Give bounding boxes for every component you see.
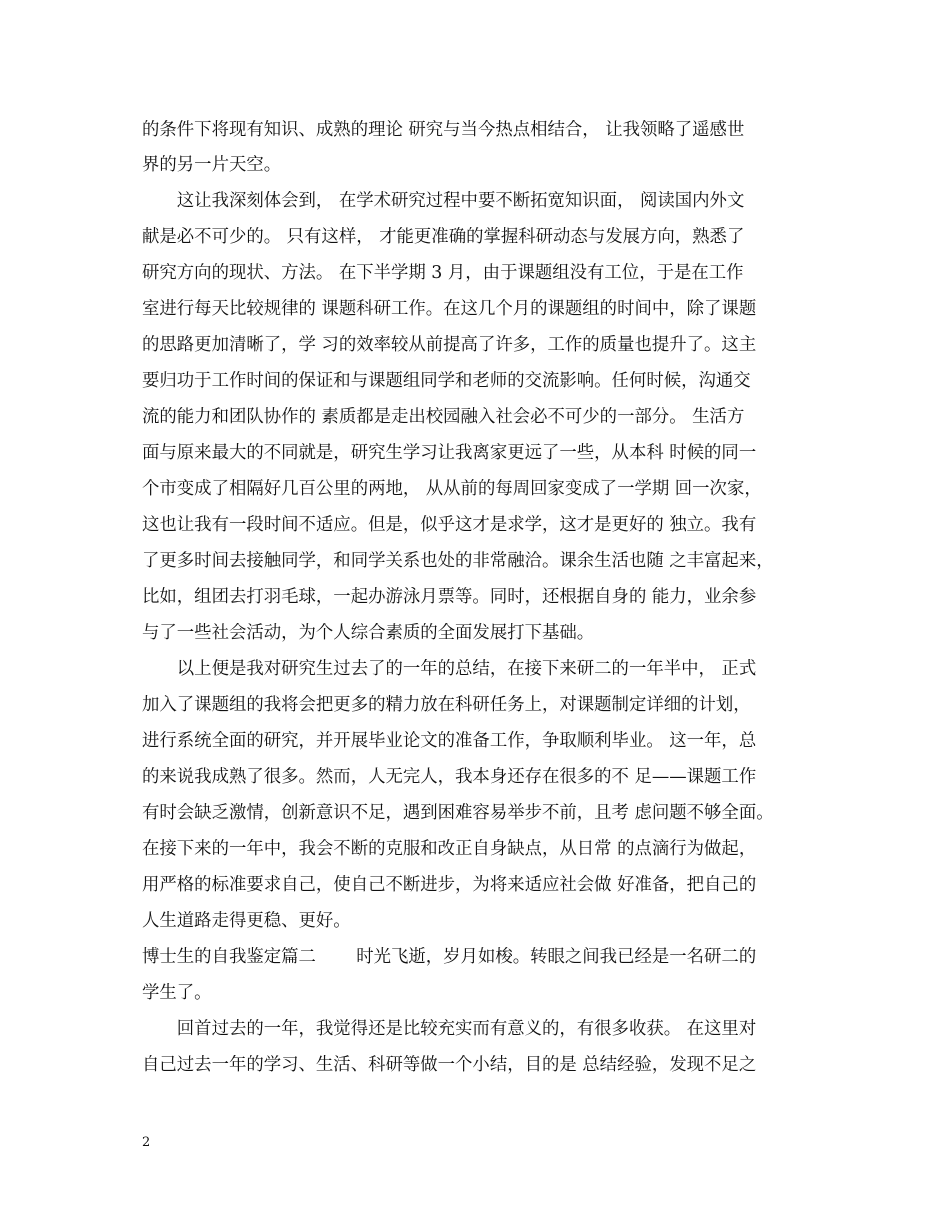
text-line: 有时会缺乏激情，创新意识不足，遇到困难容易举步不前，且考 虑问题不够全面。 (142, 803, 774, 823)
text-line: 界的另一片天空。 (142, 155, 282, 175)
text-line: 室进行每天比较规律的 课题科研工作。在这几个月的课题组的时间中，除了课题 (142, 299, 757, 319)
section-heading-line: 博士生的自我鉴定篇二 时光飞逝，岁月如梭。转眼之间我已经是一名研二的 (142, 947, 757, 967)
text-line: 以上便是我对研究生过去了的一年的总结，在接下来研二的一年半中， 正式 (142, 659, 757, 679)
text-line: 这让我深刻体会到， 在学术研究过程中要不断拓宽知识面， 阅读国内外文 (142, 191, 745, 211)
text-line: 的思路更加清晰了，学 习的效率较从前提高了许多，工作的质量也提升了。这主 (142, 335, 757, 355)
text-line: 个市变成了相隔好几百公里的两地， 从从前的每周回家变成了一学期 回一次家， (142, 479, 762, 499)
text-line: 了更多时间去接触同学，和同学关系也处的非常融洽。课余生活也随 之丰富起来， (142, 551, 774, 571)
page-number: 2 (142, 1135, 151, 1150)
text-line: 流的能力和团队协作的 素质都是走出校园融入社会必不可少的一部分。 生活方 (142, 407, 745, 427)
text-line: 进行系统全面的研究，并开展毕业论文的准备工作，争取顺利毕业。 这一年，总 (142, 731, 757, 751)
text-line: 学生了。 (142, 983, 212, 1003)
text-line: 的条件下将现有知识、成熟的理论 研究与当今热点相结合， 让我领略了遥感世 (142, 120, 745, 140)
text-line: 人生道路走得更稳、更好。 (142, 911, 351, 931)
text-line: 回首过去的一年，我觉得还是比较充实而有意义的，有很多收获。 在这里对 (142, 1019, 757, 1039)
text-line: 比如，组团去打羽毛球，一起办游泳月票等。同时，还根据自身的 能力，业余参 (142, 587, 757, 607)
text-line: 加入了课题组的我将会把更多的精力放在科研任务上，对课题制定详细的计划， (142, 695, 751, 715)
text-line: 献是必不可少的。 只有这样， 才能更准确的掌握科研动态与发展方向，熟悉了 (142, 227, 745, 247)
text-line: 的来说我成熟了很多。然而，人无完人，我本身还存在很多的不 足——课题工作 (142, 767, 757, 787)
text-line: 这也让我有一段时间不适应。但是，似乎这才是求学，这才是更好的 独立。我有 (142, 515, 757, 535)
text-line: 研究方向的现状、方法。 在下半学期 3 月，由于课题组没有工位，于是在工作 (142, 263, 744, 283)
text-line: 要归功于工作时间的保证和与课题组同学和老师的交流影响。任何时候，沟通交 (142, 371, 751, 391)
text-line: 用严格的标准要求自己，使自己不断进步，为将来适应社会做 好准备，把自己的 (142, 875, 757, 895)
text-line: 在接下来的一年中，我会不断的克服和改正自身缺点，从日常 的点滴行为做起， (142, 839, 757, 859)
text-line: 面与原来最大的不同就是，研究生学习让我离家更远了一些，从本科 时候的同一 (142, 443, 757, 463)
text-line: 与了一些社会活动，为个人综合素质的全面发展打下基础。 (142, 623, 595, 643)
text-line: 自己过去一年的学习、生活、科研等做一个小结，目的是 总结经验，发现不足之 (142, 1055, 757, 1075)
